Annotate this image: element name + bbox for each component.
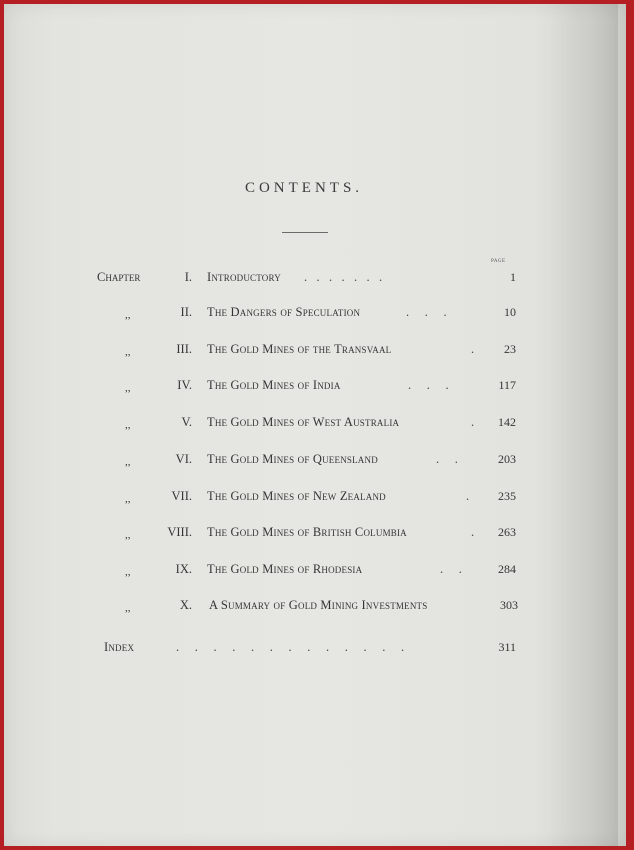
dot-leader: . (471, 415, 475, 429)
toc-row-1 (4, 270, 604, 290)
chapter-number: VII. (171, 489, 192, 503)
chapter-title: The Gold Mines of West Australia (207, 415, 400, 429)
toc-row-3 (4, 342, 604, 362)
dot-leader: . . . (406, 305, 447, 319)
page-number: 23 (504, 342, 516, 356)
chapter-title: The Dangers of Speculation (207, 305, 361, 319)
page-number: 284 (498, 562, 516, 576)
chapter-number: VI. (175, 452, 192, 466)
chapter-title: Introductory (207, 270, 281, 284)
dot-leader: . . . (408, 378, 449, 392)
index-title: Index (104, 640, 135, 654)
ditto-mark: ,, (125, 529, 131, 541)
toc-row-5 (4, 415, 604, 435)
toc-row-4 (4, 378, 604, 398)
page-number: 117 (498, 378, 516, 392)
dot-leader: . . . . . . . . . . . . . (176, 640, 405, 654)
page-number: 263 (498, 525, 516, 539)
dot-leader: . (471, 525, 475, 539)
page-number: 142 (498, 415, 516, 429)
chapter-number: III. (176, 342, 192, 356)
page-number: 311 (498, 640, 516, 654)
toc-row-9 (4, 562, 604, 582)
ditto-mark: ,, (125, 456, 131, 468)
ditto-mark: ,, (125, 419, 131, 431)
title-rule (282, 232, 328, 233)
ditto-mark: ,, (125, 602, 131, 614)
ditto-mark: ,, (125, 493, 131, 505)
chapter-title: The Gold Mines of British Columbia (207, 525, 407, 539)
dot-leader: . (466, 489, 470, 503)
page-column-header: PAGE (491, 259, 506, 264)
page-number: 203 (498, 452, 516, 466)
ditto-mark: ,, (125, 566, 131, 578)
page-number: 235 (498, 489, 516, 503)
toc-row-10 (4, 598, 604, 618)
chapter-label: Chapter (97, 270, 141, 284)
chapter-title: The Gold Mines of India (207, 378, 341, 392)
dot-leader: . . (436, 452, 458, 466)
chapter-title: The Gold Mines of Queensland (207, 452, 378, 466)
toc-row-8 (4, 525, 604, 545)
chapter-title: The Gold Mines of New Zealand (207, 489, 386, 503)
dot-leader: . . . . . . . (304, 270, 383, 284)
ditto-mark: ,, (125, 309, 131, 321)
chapter-number: X. (179, 598, 192, 612)
book-page (4, 4, 626, 846)
chapter-number: I. (184, 270, 192, 284)
chapter-number: IX. (175, 562, 192, 576)
page-number: 303 (500, 598, 518, 612)
chapter-title: A Summary of Gold Mining Investments (209, 598, 428, 612)
chapter-number: V. (181, 415, 192, 429)
contents-title: CONTENTS. (244, 180, 364, 196)
toc-row-2 (4, 305, 604, 325)
chapter-number: VIII. (167, 525, 192, 539)
ditto-mark: ,, (125, 346, 131, 358)
chapter-number: II. (180, 305, 192, 319)
chapter-title: The Gold Mines of the Transvaal (207, 342, 392, 356)
ditto-mark: ,, (125, 382, 131, 394)
chapter-number: IV. (177, 378, 192, 392)
dot-leader: . . (440, 562, 462, 576)
chapter-title: The Gold Mines of Rhodesia (207, 562, 363, 576)
page-number: 1 (510, 270, 516, 284)
toc-row-6 (4, 452, 604, 472)
toc-index-row (4, 640, 604, 660)
page-number: 10 (504, 305, 516, 319)
dot-leader: . (471, 342, 475, 356)
toc-row-7 (4, 489, 604, 509)
